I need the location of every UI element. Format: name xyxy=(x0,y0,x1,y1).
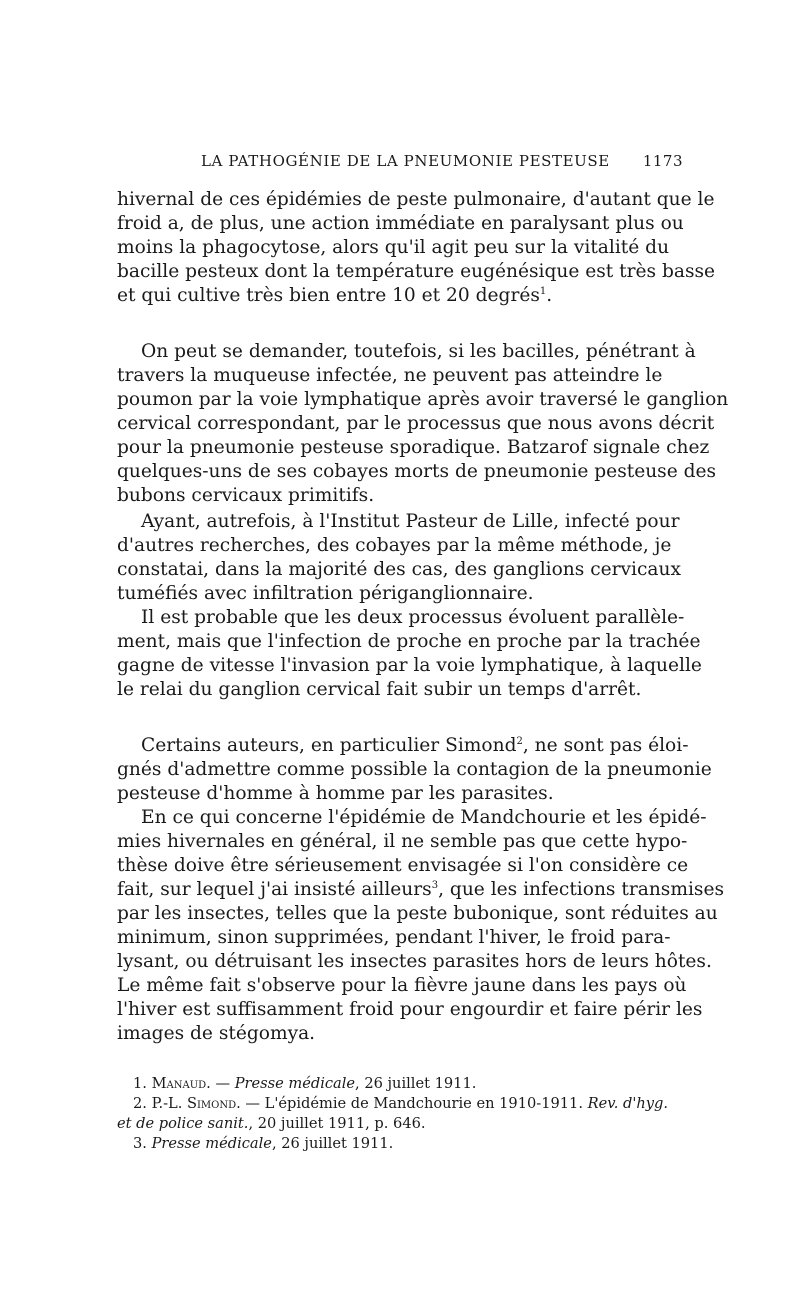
text-line: hivernal de ces épidémies de peste pulmonaire, d'autant que le xyxy=(117,189,715,210)
text-line: travers la muqueuse infectée, ne peuvent pas atteindre le xyxy=(117,365,663,386)
text-line: gagne de vitesse l'invasion par la voie lymphatique, à laquelle xyxy=(117,655,702,676)
text-line: froid a, de plus, une action immédiate en paralysant plus ou xyxy=(117,213,684,234)
running-head: LA PATHOGÉNIE DE LA PNEUMONIE PESTEUSE xyxy=(201,152,610,170)
line-text: , que les infections transmises xyxy=(438,879,724,900)
text-line: l'hiver est suffisamment froid pour engourdir et faire périr les xyxy=(117,999,703,1020)
footnote-1 xyxy=(133,1074,476,1094)
text-line: d'autres recherches, des cobayes par la même méthode, je xyxy=(117,535,672,556)
footnote-2-cont xyxy=(117,1114,426,1134)
text-line: En ce qui concerne l'épidémie de Mandchourie et les épidé- xyxy=(141,807,707,828)
text-line: thèse doive être sérieusement envisagée si l'on considère ce xyxy=(117,855,689,876)
text-line: quelques-uns de ses cobayes morts de pneumonie pesteuse des xyxy=(117,461,717,482)
text-line: Le même fait s'observe pour la fièvre jaune dans les pays où xyxy=(117,975,687,996)
text-line: par les insectes, telles que la peste bubonique, sont réduites au xyxy=(117,903,718,924)
text-line: lysant, ou détruisant les insectes parasites hors de leurs hôtes. xyxy=(117,951,712,972)
footnote-3 xyxy=(133,1134,393,1154)
footnote-source: Presse médicale xyxy=(151,1135,272,1152)
footnote-author: P.-L. Simond. xyxy=(151,1095,241,1112)
text-line: mies hivernales en général, il ne semble pas que cette hypo- xyxy=(117,831,688,852)
footnote-rest: , 26 juillet 1911. xyxy=(271,1135,394,1152)
footnote-ref-1[interactable]: 1 xyxy=(539,285,547,297)
text-line: minimum, sinon supprimées, pendant l'hiver, le froid para- xyxy=(117,927,671,948)
footnote-text: L'épidémie de Mandchourie en 1910-1911. xyxy=(264,1095,588,1112)
page-header xyxy=(117,152,683,178)
text-line xyxy=(117,284,552,308)
footnote-number: 2. xyxy=(133,1095,147,1112)
footnote-rest: , 26 juillet 1911. xyxy=(355,1075,477,1092)
footnote-ref-3[interactable]: 3 xyxy=(431,879,439,891)
footnote-rest: , 20 juillet 1911, p. 646. xyxy=(248,1115,426,1132)
text-line: pesteuse d'homme à homme par les parasites. xyxy=(117,783,554,804)
text-line: On peut se demander, toutefois, si les bacilles, pénétrant à xyxy=(141,341,696,362)
line-text: et qui cultive très bien entre 10 et 20 degrés xyxy=(117,285,540,306)
text-line: Ayant, autrefois, à l'Institut Pasteur de Lille, infecté pour xyxy=(141,511,680,532)
line-text: . xyxy=(546,285,553,306)
footnote-dash: — xyxy=(210,1075,235,1092)
page-number: 1173 xyxy=(642,152,683,170)
text-line: gnés d'admettre comme possible la contagion de la pneumonie xyxy=(117,759,712,780)
text-line: poumon par la voie lymphatique après avoir traversé le ganglion xyxy=(117,389,729,410)
footnote-source: Presse médicale xyxy=(234,1075,356,1092)
footnote-number: 3. xyxy=(133,1135,147,1152)
line-text: Certains auteurs, en particulier Simond xyxy=(141,735,517,756)
text-line: pour la pneumonie pesteuse sporadique. Batzarof signale chez xyxy=(117,437,710,458)
text-line: moins la phagocytose, alors qu'il agit peu sur la vitalité du xyxy=(117,237,670,258)
text-line: cervical correspondant, par le processus que nous avons décrit xyxy=(117,413,715,434)
footnote-number: 1. xyxy=(133,1075,147,1092)
text-line xyxy=(141,734,688,758)
footnote-ref-2[interactable]: 2 xyxy=(516,735,523,747)
text-line: Il est probable que les deux processus évoluent parallèle- xyxy=(141,607,685,628)
text-line: bacille pesteux dont la température eugénésique est très basse xyxy=(117,261,716,282)
text-line: constatai, dans la majorité des cas, des ganglions cervicaux xyxy=(117,559,681,580)
footnote-journal: et de police sanit. xyxy=(117,1115,249,1132)
line-text: , ne sont pas éloi- xyxy=(522,735,689,756)
text-line: ment, mais que l'infection de proche en proche par la trachée xyxy=(117,631,701,652)
text-line: tuméfiés avec infiltration périganglionnaire. xyxy=(117,583,534,604)
footnote-2 xyxy=(133,1094,668,1114)
footnote-author: Manaud. xyxy=(151,1075,211,1092)
footnote-dash: — xyxy=(240,1095,265,1112)
line-text: fait, sur lequel j'ai insisté ailleurs xyxy=(117,879,432,900)
text-line: images de stégomya. xyxy=(117,1023,316,1044)
text-line xyxy=(117,878,724,902)
text-line: le relai du ganglion cervical fait subir un temps d'arrêt. xyxy=(117,679,642,700)
text-line: bubons cervicaux primitifs. xyxy=(117,485,375,506)
footnote-journal: Rev. d'hyg. xyxy=(587,1095,669,1112)
